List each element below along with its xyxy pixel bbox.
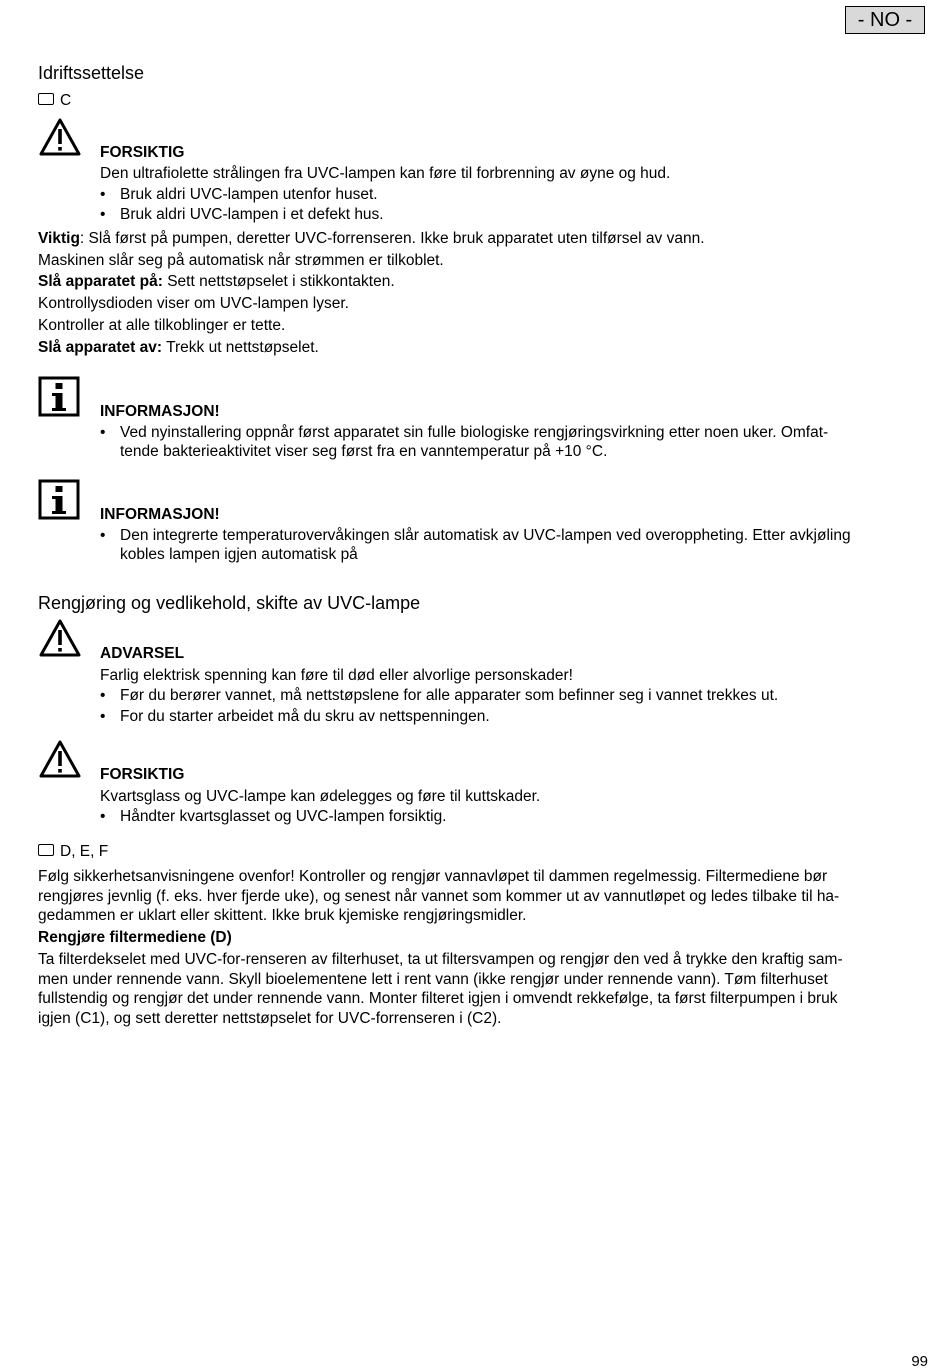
paragraph-filter-media: Ta filterdekselet med UVC-for-renseren av filterhuset, ta ut filtersvampen og rengjør den ved å trykke den kraftig sam- men under rennende vann. Skyll bioelementene lett i rent vann (ikke rengjør under rennende vann). Tøm filterhuset fullstendig og rengjør det under rennende vann. Monter filteret igjen i omvendt rekkefølge, ta først filterpumpen i bruk igjen (C1), og sett deretter nettstøpselet for UVC-forrenseren i (C2). xyxy=(38,951,843,1027)
paragraph-cleaning: Følg sikkerhetsanvisningene ovenfor! Kontroller og rengjør vannavløpet til dammen regelmessig. Filtermediene bør rengjøres jevnlig (f. eks. hver fjerde uke), og senest når vannet som kommer ut av vannutløpet og ledes tilbake til ha- gedammen er uklart eller skittent. Ikke bruk kjemiske rengjøringsmidler. xyxy=(38,868,840,924)
info-icon xyxy=(38,376,82,418)
section-title-maintenance: Rengjøring og vedlikehold, skifte av UVC-lampe xyxy=(38,593,421,613)
list-item: • Bruk aldri UVC-lampen i et defekt hus. xyxy=(100,206,384,223)
caution-text: Den ultrafiolette strålingen fra UVC-lampen kan føre til forbrenning av øyne og hud. xyxy=(100,165,671,182)
figure-icon xyxy=(38,844,54,856)
caution-title: FORSIKTIG xyxy=(100,144,185,161)
body-line: Kontrollysdioden viser om UVC-lampen lyser. xyxy=(38,295,349,312)
list-item: • Bruk aldri UVC-lampen utenfor huset. xyxy=(100,186,378,203)
page-number: 99 xyxy=(911,1353,928,1370)
warning-text: Farlig elektrisk spenning kan føre til død eller alvorlige personskader! xyxy=(100,667,573,684)
warning-triangle-icon xyxy=(38,618,82,658)
warning-title: ADVARSEL xyxy=(100,645,185,662)
body-line: Kontroller at alle tilkoblinger er tette. xyxy=(38,317,286,334)
figure-reference-label: D, E, F xyxy=(60,843,109,860)
figure-reference xyxy=(38,842,108,862)
list-item: • Den integrerte temperaturovervåkingen slår automatisk av UVC-lampen ved overoppheting. Etter avkjøling xyxy=(100,527,851,544)
list-item: • Håndter kvartsglasset og UVC-lampen forsiktig. xyxy=(100,808,447,825)
caution-title: FORSIKTIG xyxy=(100,766,185,783)
warning-triangle-icon xyxy=(38,117,82,157)
section-title-operation: Idriftssettelse xyxy=(38,63,145,83)
figure-reference xyxy=(38,91,71,111)
list-item: • Før du berører vannet, må nettstøpslene for alle apparater som befinner seg i vannet trekkes ut. xyxy=(100,687,779,704)
info-title: INFORMASJON! xyxy=(100,506,220,523)
switch-on-instruction: Slå apparatet på: Sett nettstøpselet i stikkontakten. xyxy=(38,273,395,290)
subheading-filter-media: Rengjøre filtermediene (D) xyxy=(38,929,232,946)
list-item-continuation: tende bakterieaktivitet viser seg først fra en vanntemperatur på +10 °C. xyxy=(120,443,608,460)
list-item: • For du starter arbeidet må du skru av nettspenningen. xyxy=(100,708,490,725)
language-tag: - NO - xyxy=(845,6,925,34)
figure-icon xyxy=(38,93,54,105)
warning-triangle-icon xyxy=(38,739,82,779)
caution-text: Kvartsglass og UVC-lampe kan ødelegges og føre til kuttskader. xyxy=(100,788,541,805)
figure-reference-label: C xyxy=(60,92,72,109)
switch-off-instruction: Slå apparatet av: Trekk ut nettstøpselet. xyxy=(38,339,319,356)
important-note: Viktig: Slå først på pumpen, deretter UVC-forrenseren. Ikke bruk apparatet uten tilførsel av vann. xyxy=(38,230,705,247)
info-title: INFORMASJON! xyxy=(100,403,220,420)
info-icon xyxy=(38,479,82,521)
list-item-continuation: kobles lampen igjen automatisk på xyxy=(120,546,358,563)
body-line: Maskinen slår seg på automatisk når strømmen er tilkoblet. xyxy=(38,252,444,269)
list-item: • Ved nyinstallering oppnår først apparatet sin fulle biologiske rengjøringsvirkning etter noen uker. Omfat- xyxy=(100,424,829,441)
